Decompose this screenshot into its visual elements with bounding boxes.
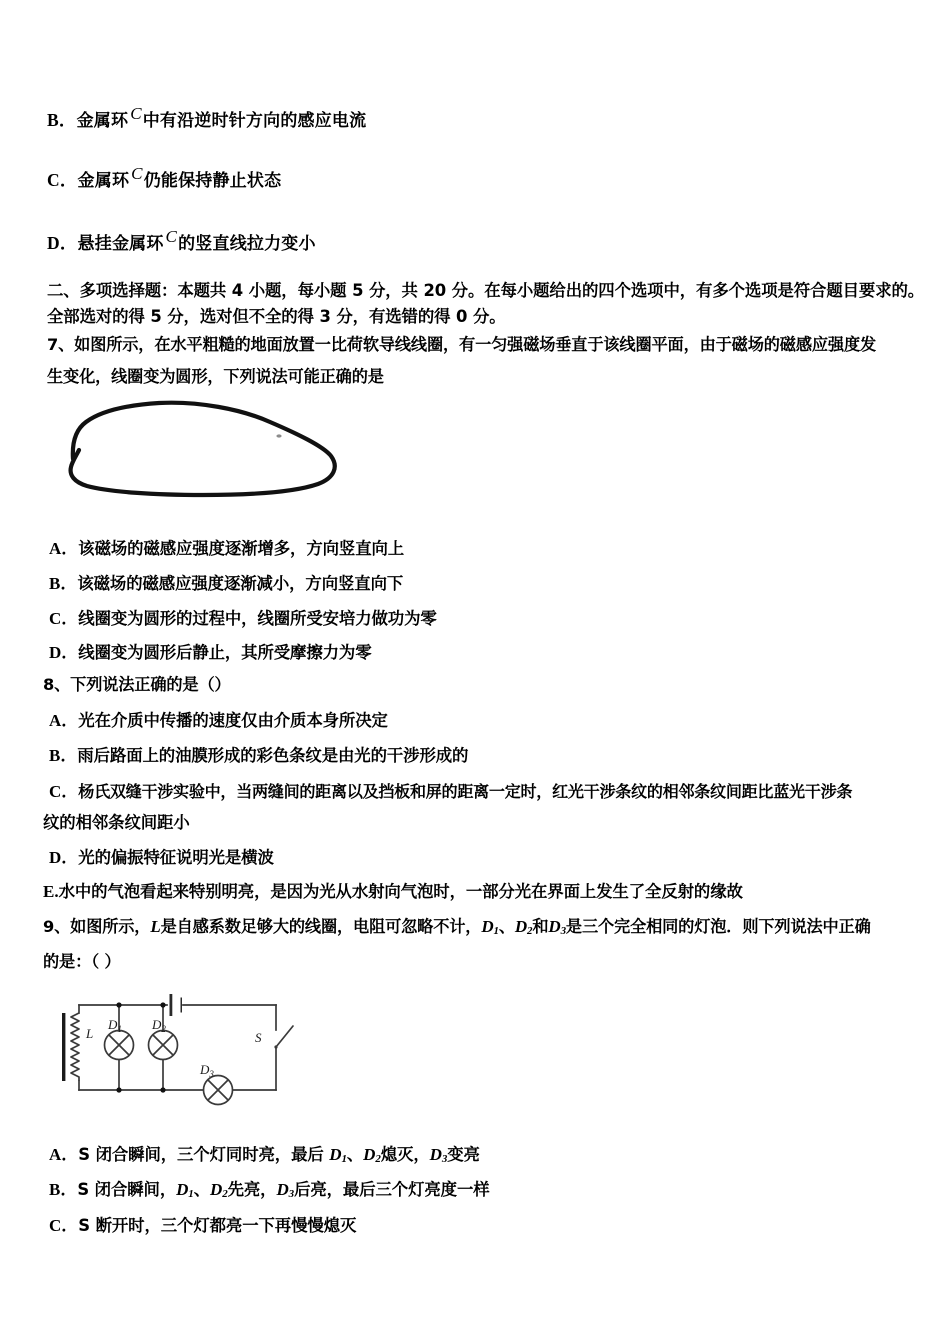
question-7-stem-line-1: 7、如图所示，在水平粗糙的地面放置一比荷软导线线圈，有一匀强磁场垂直于该线圈平面，由于磁场的磁感应强度发 xyxy=(47,335,877,354)
irregular-coil-loop-figure xyxy=(55,396,355,504)
inductor-zigzag xyxy=(71,1013,79,1081)
question-8-stem: 8、下列说法正确的是（） xyxy=(43,675,231,694)
stem-sep-1: 、 xyxy=(498,917,515,936)
lamp-d2-label: $D_2$ xyxy=(152,1017,166,1034)
stem-part-1: 9、如图所示， xyxy=(43,917,151,936)
option-label: B． xyxy=(47,110,77,130)
lamp2-symbol: $D_2$ xyxy=(514,917,533,937)
junction-dot xyxy=(160,1002,165,1007)
option-b-prev-question xyxy=(47,105,366,130)
switch-pivot xyxy=(274,1045,277,1048)
lamp2-symbol: $D_2$ xyxy=(363,1145,381,1165)
question-7-option-c xyxy=(49,604,437,629)
option-d-prev-question xyxy=(47,228,316,253)
option-text-seg: 、 xyxy=(346,1145,364,1164)
option-label: C． xyxy=(47,170,78,190)
coil-loop-speck xyxy=(276,434,281,437)
lamp-d1 xyxy=(105,1031,134,1060)
option-label: B． xyxy=(49,746,78,765)
inductor-lamp-circuit-figure xyxy=(55,985,295,1105)
ring-label-c: C xyxy=(165,227,178,246)
option-label: D． xyxy=(49,643,79,662)
option-text: 该磁场的磁感应强度逐渐减小，方向竖直向下 xyxy=(77,574,404,593)
option-label: C． xyxy=(49,609,79,628)
inductor-label: L xyxy=(86,1026,94,1041)
option-text-seg: S 闭合瞬间，三个灯同时亮，最后 xyxy=(78,1145,330,1164)
inductor-core-bar xyxy=(62,1013,65,1081)
option-label: A． xyxy=(49,1145,79,1164)
option-label: A． xyxy=(49,539,79,558)
ring-label-c: C xyxy=(130,104,142,123)
option-text: 杨氏双缝干涉实验中，当两缝间的距离以及挡板和屏的距离一定时，红光干涉条纹的相邻条纹间距比蓝光干涉条 xyxy=(78,782,853,801)
lamp1-symbol: $D_1$ xyxy=(176,1180,194,1200)
lamp1-symbol: $D_1$ xyxy=(329,1145,347,1165)
question-9-option-b xyxy=(49,1175,490,1200)
question-8-option-d xyxy=(49,843,274,868)
question-9-stem-line-1 xyxy=(43,913,871,937)
lamp-d1-label: $D_1$ xyxy=(108,1017,122,1034)
junction-dot xyxy=(160,1087,165,1092)
lamp3-symbol: $D_3$ xyxy=(276,1180,295,1200)
stem-part-3: 是三个完全相同的灯泡．则下列说法中正确 xyxy=(565,917,871,936)
lamp-d3-label: $D_3$ xyxy=(200,1062,214,1079)
option-text-seg: 先亮， xyxy=(227,1180,277,1199)
option-text: 雨后路面上的油膜形成的彩色条纹是由光的干涉形成的 xyxy=(77,746,469,765)
option-text-post: 中有沿逆时针方向的感应电流 xyxy=(142,111,367,131)
question-9-option-a xyxy=(49,1140,480,1165)
option-text-pre: 悬挂金属环 xyxy=(77,234,164,254)
option-text-seg: 变亮 xyxy=(447,1145,480,1164)
option-text-seg: S 断开时，三个灯都亮一下再慢慢熄灭 xyxy=(78,1216,357,1235)
question-8-option-a xyxy=(49,706,388,731)
option-text-pre: 金属环 xyxy=(77,171,130,191)
circuit-svg xyxy=(55,985,295,1105)
option-label: D． xyxy=(49,848,79,867)
option-text-pre: 金属环 xyxy=(76,111,129,131)
option-text: 光在介质中传播的速度仅由介质本身所决定 xyxy=(78,711,388,730)
option-label: D． xyxy=(47,233,78,253)
option-text: 水中的气泡看起来特别明亮，是因为光从水射向气泡时，一部分光在界面上发生了全反射的缘故 xyxy=(58,882,743,901)
option-text: 该磁场的磁感应强度逐渐增多，方向竖直向上 xyxy=(78,539,405,558)
stem-part-2: 是自感系数足够大的线圈，电阻可忽略不计， xyxy=(160,917,482,936)
option-text-seg: 后亮，最后三个灯亮度一样 xyxy=(294,1180,490,1199)
switch-s[interactable] xyxy=(274,1026,293,1049)
coil-loop-outline xyxy=(71,403,335,495)
question-8-option-c-wrap: 纹的相邻条纹间距小 xyxy=(43,813,190,832)
option-text: 光的偏振特征说明光是横波 xyxy=(78,848,274,867)
junction-dot xyxy=(116,1002,121,1007)
question-8-option-c xyxy=(49,777,852,802)
lamp2-symbol: $D_2$ xyxy=(210,1180,228,1200)
inductor-coil xyxy=(62,1013,79,1081)
option-text: 线圈变为圆形的过程中，线圈所受安培力做功为零 xyxy=(78,609,437,628)
switch-lever[interactable] xyxy=(276,1026,293,1047)
option-c-prev-question xyxy=(47,165,281,190)
option-text-seg: S 闭合瞬间， xyxy=(77,1180,177,1199)
stem-sep-2: 和 xyxy=(532,917,549,936)
question-7-option-b xyxy=(49,569,403,594)
lamp3-symbol: $D_3$ xyxy=(429,1145,448,1165)
junction-dot xyxy=(116,1087,121,1092)
question-9-stem-line-2: 的是：（ ） xyxy=(43,952,121,971)
lamp-d2 xyxy=(149,1031,178,1060)
ring-label-c: C xyxy=(131,164,143,183)
question-7-option-d xyxy=(49,638,372,663)
battery-plate-long xyxy=(181,998,183,1013)
lamp3-symbol: $D_3$ xyxy=(548,917,566,937)
option-label: C． xyxy=(49,1216,79,1235)
lamp-d3 xyxy=(204,1076,233,1105)
question-7-option-a xyxy=(49,534,404,559)
option-text: 线圈变为圆形后静止，其所受摩擦力为零 xyxy=(78,643,372,662)
option-text-seg: 、 xyxy=(193,1180,210,1199)
lamp1-symbol: $D_1$ xyxy=(481,917,499,937)
question-8-option-e xyxy=(43,878,743,902)
section-heading-line-1: 二、多项选择题：本题共 4 小题，每小题 5 分，共 20 分。在每小题给出的四个选项中，有多个选项是符合题目要求的。 xyxy=(47,281,925,300)
battery-plate-short xyxy=(170,994,173,1016)
question-8-option-b xyxy=(49,741,468,766)
coil-loop-svg xyxy=(55,396,355,504)
option-label: A． xyxy=(49,711,79,730)
switch-label: S xyxy=(255,1030,262,1045)
section-heading-line-2: 全部选对的得 5 分，选对但不全的得 3 分，有选错的得 0 分。 xyxy=(47,307,506,326)
battery-symbol xyxy=(170,994,183,1016)
inductor-symbol: L xyxy=(150,917,161,936)
option-label: C． xyxy=(49,782,79,801)
option-label: B． xyxy=(49,1180,78,1199)
question-7-stem-line-2: 生变化，线圈变为圆形，下列说法可能正确的是 xyxy=(47,367,384,386)
option-text-post: 仍能保持静止状态 xyxy=(143,171,282,191)
option-label: E. xyxy=(43,882,59,901)
question-9-option-c xyxy=(49,1211,356,1236)
option-label: B． xyxy=(49,574,78,593)
option-text-post: 的竖直线拉力变小 xyxy=(178,234,316,254)
option-text-seg: 熄灭， xyxy=(380,1145,430,1164)
